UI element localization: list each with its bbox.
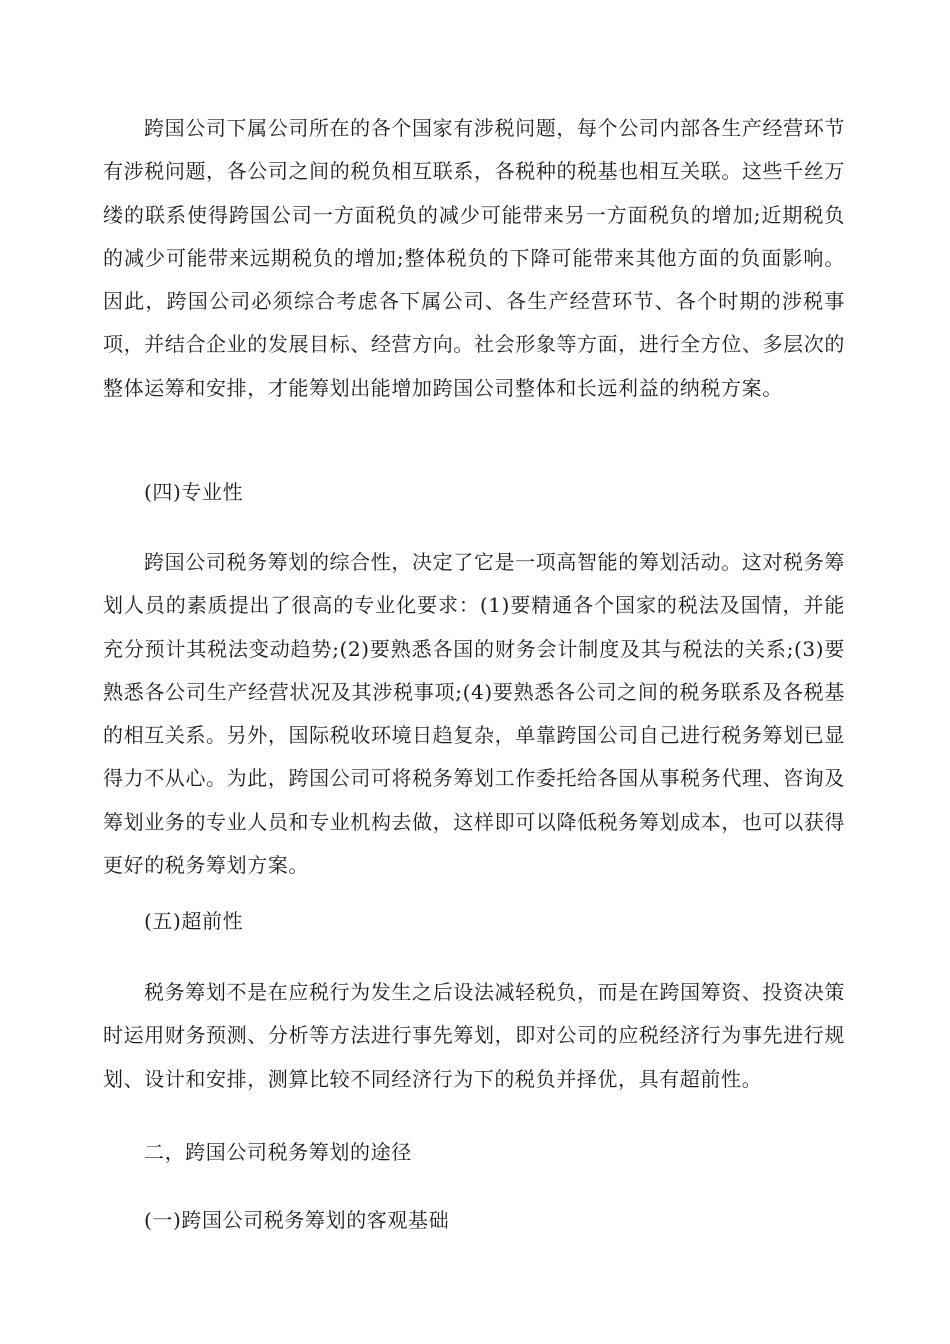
body-paragraph: 跨国公司税务筹划的综合性，决定了它是一项高智能的筹划活动。这对税务筹划人员的素质提出了很高的专业化要求：(1)要精通各个国家的税法及国情，并能充分预计其税法变动趋势;(2)要熟悉各国的财务会计制度及其与税法的关系;(3)要熟悉各公司生产经营状况及其涉税事项;(4)要熟悉各公司之间的税务联系及各税基的相互关系。另外，国际税收环境日趋复杂，单靠跨国公司自己进行税务筹划已显得力不从心。为此，跨国公司可将税务筹划工作委托给各国从事税务代理、咨询及筹划业务的专业人员和专业机构去做，这样即可以降低税务筹划成本，也可以获得更好的税务筹划方案。	[103, 550, 845, 878]
chapter-heading-approaches: 二，跨国公司税务筹划的途径	[144, 1140, 412, 1164]
section-heading-forward-looking: (五)超前性	[144, 909, 244, 933]
body-paragraph: 税务筹划不是在应税行为发生之后设法减轻税负，而是在跨国筹资、投资决策时运用财务预测、分析等方法进行事先筹划，即对公司的应税经济行为事先进行规划、设计和安排，测算比较不同经济行为下的税负并择优，具有超前性。	[103, 980, 845, 1091]
section-heading-objective-basis: (一)跨国公司税务筹划的客观基础	[144, 1208, 450, 1232]
body-paragraph: 跨国公司下属公司所在的各个国家有涉税问题，每个公司内部各生产经营环节有涉税问题，各公司之间的税负相互联系，各税种的税基也相互关联。这些千丝万缕的联系使得跨国公司一方面税负的减少可能带来另一方面税负的增加;近期税负的减少可能带来远期税负的增加;整体税负的下降可能带来其他方面的负面影响。因此，跨国公司必须综合考虑各下属公司、各生产经营环节、各个时期的涉税事项，并结合企业的发展目标、经营方向。社会形象等方面，进行全方位、多层次的整体运筹和安排，才能筹划出能增加跨国公司整体和长远利益的纳税方案。	[103, 116, 845, 400]
section-heading-professionalism: (四)专业性	[144, 480, 244, 504]
